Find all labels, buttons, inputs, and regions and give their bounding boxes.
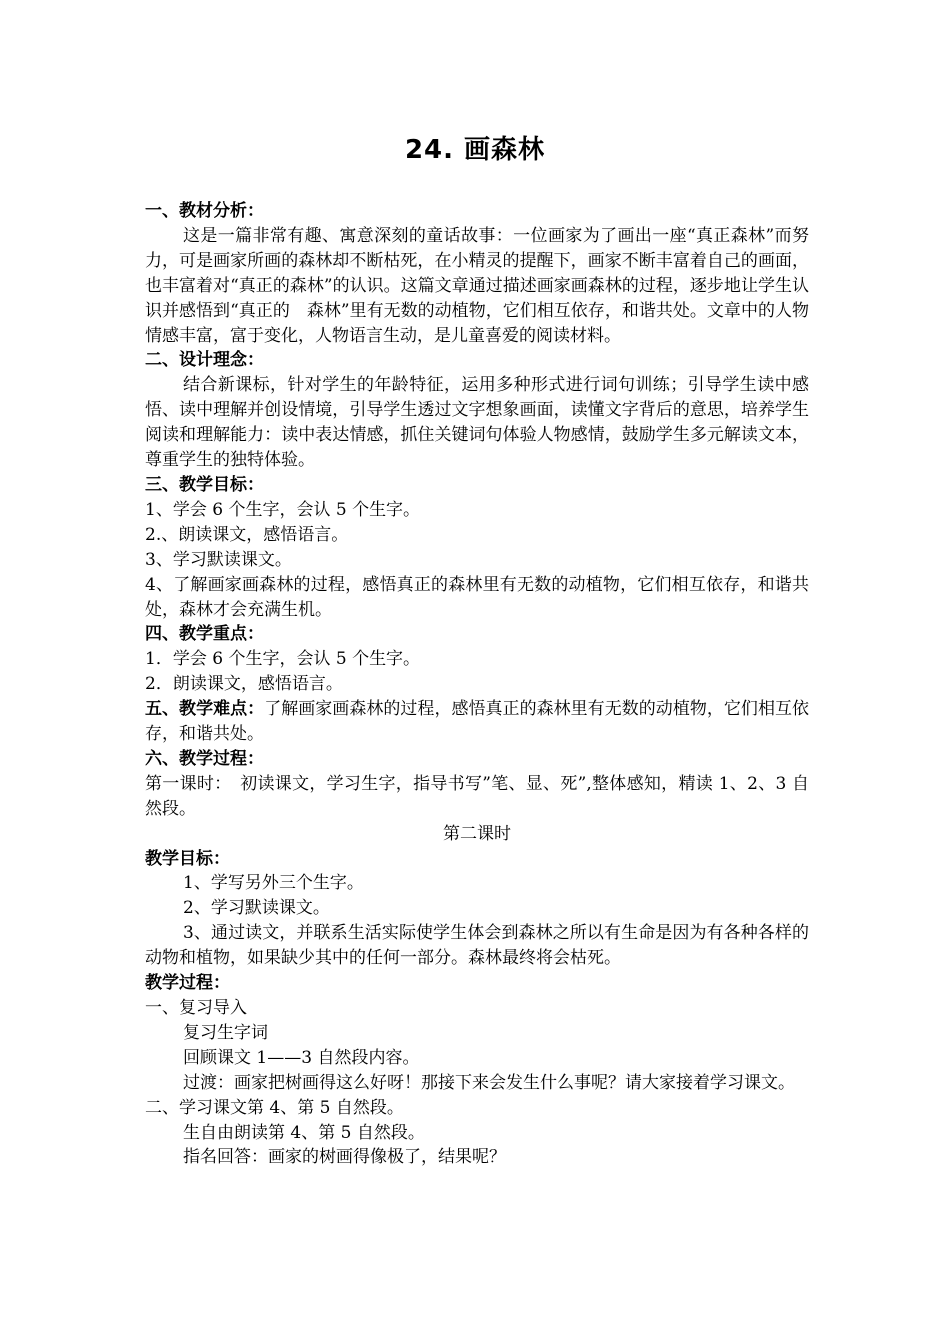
goal-item: 1、学会 6 个生字，会认 5 个生字。	[145, 499, 421, 520]
step-review-item: 回顾课文 1——3 自然段内容。	[183, 1047, 420, 1068]
lesson-two-goal-item: 1、学写另外三个生字。	[183, 873, 364, 894]
step-study-item: 生自由朗读第 4、第 5 自然段。	[183, 1122, 425, 1143]
lesson-two-process-heading: 教学过程：	[145, 973, 230, 994]
difficulty-text: 了解画家画森林的过程，感悟真正的森林里有无数的动植物，它们相互依存，和谐共处。	[145, 699, 810, 745]
document-body	[145, 199, 809, 1170]
key-point-item: 2．朗读课文，感悟语言。	[145, 674, 343, 695]
section-heading-key-points: 四、教学重点：	[145, 624, 264, 645]
step-review-item: 过渡：画家把树画得这么好呀！那接下来会发生什么事呢？请大家接着学习课文。	[183, 1072, 795, 1093]
section-heading-analysis: 一、教材分析：	[145, 201, 264, 221]
lesson-two-goal-item: 3、通过读文，并联系生活实际使学生体会到森林之所以有生命是因为有各种各样的动物和植物，如果缺少其中的任何一部分。森林最终将会枯死。	[145, 923, 809, 969]
section-heading-process: 六、教学过程：	[145, 748, 264, 769]
step-study-item: 指名回答：画家的树画得像极了，结果呢？	[183, 1147, 506, 1168]
step-heading-review: 一、复习导入	[145, 998, 247, 1018]
goal-item: 3、学习默读课文。	[145, 549, 292, 570]
lesson-two-title: 第二课时	[443, 823, 511, 844]
key-point-item: 1．学会 6 个生字，会认 5 个生字。	[145, 649, 421, 670]
goal-item: 4、了解画家画森林的过程，感悟真正的森林里有无数的动植物，它们相互依存，和谐共处，森林才会充满生机。	[145, 574, 809, 620]
section-heading-goals: 三、教学目标：	[145, 474, 264, 495]
lesson-two-goal-item: 2、学习默读课文。	[183, 898, 330, 919]
paragraph-concept: 结合新课标，针对学生的年龄特征，运用多种形式进行词句训练；引导学生读中感悟、读中理解并创设情境，引导学生透过文字想象画面，读懂文字背后的意思，培养学生阅读和理解能力：读中表达情感，抓住关键词句体验人物感情，鼓励学生多元解读文本，尊重学生的独特体验。	[145, 375, 809, 471]
section-heading-concept: 二、设计理念：	[145, 350, 264, 371]
lesson-two-goals-heading: 教学目标：	[145, 848, 230, 869]
goal-item: 2.、朗读课文，感悟语言。	[145, 524, 349, 545]
step-heading-study: 二、学习课文第 4、第 5 自然段。	[145, 1097, 404, 1118]
section-heading-difficulty: 五、教学难点：	[145, 699, 265, 720]
paragraph-lesson-one: 第一课时： 初读课文，学习生字，指导书写”笔、显、死”,整体感知，精读 1、2、3 自然段。	[145, 773, 809, 819]
paragraph-difficulty	[145, 697, 809, 747]
step-review-item: 复习生字词	[183, 1022, 268, 1043]
paragraph-analysis: 这是一篇非常有趣、寓意深刻的童话故事：一位画家为了画出一座“真正森林”而努力，可是画家所画的森林却不断枯死，在小精灵的提醒下，画家不断丰富着自己的画面，也丰富着对“真正的森林”的认识。这篇文章通过描述画家画森林的过程，逐步地让学生认识并感悟到“真正的 森林”里有无数的动植物，它们相互依存，和谐共处。文章中的人物情感丰富，富于变化，人物语言生动，是儿童喜爱的阅读材料。	[145, 225, 809, 346]
page-title: 24. 画森林	[404, 135, 546, 165]
